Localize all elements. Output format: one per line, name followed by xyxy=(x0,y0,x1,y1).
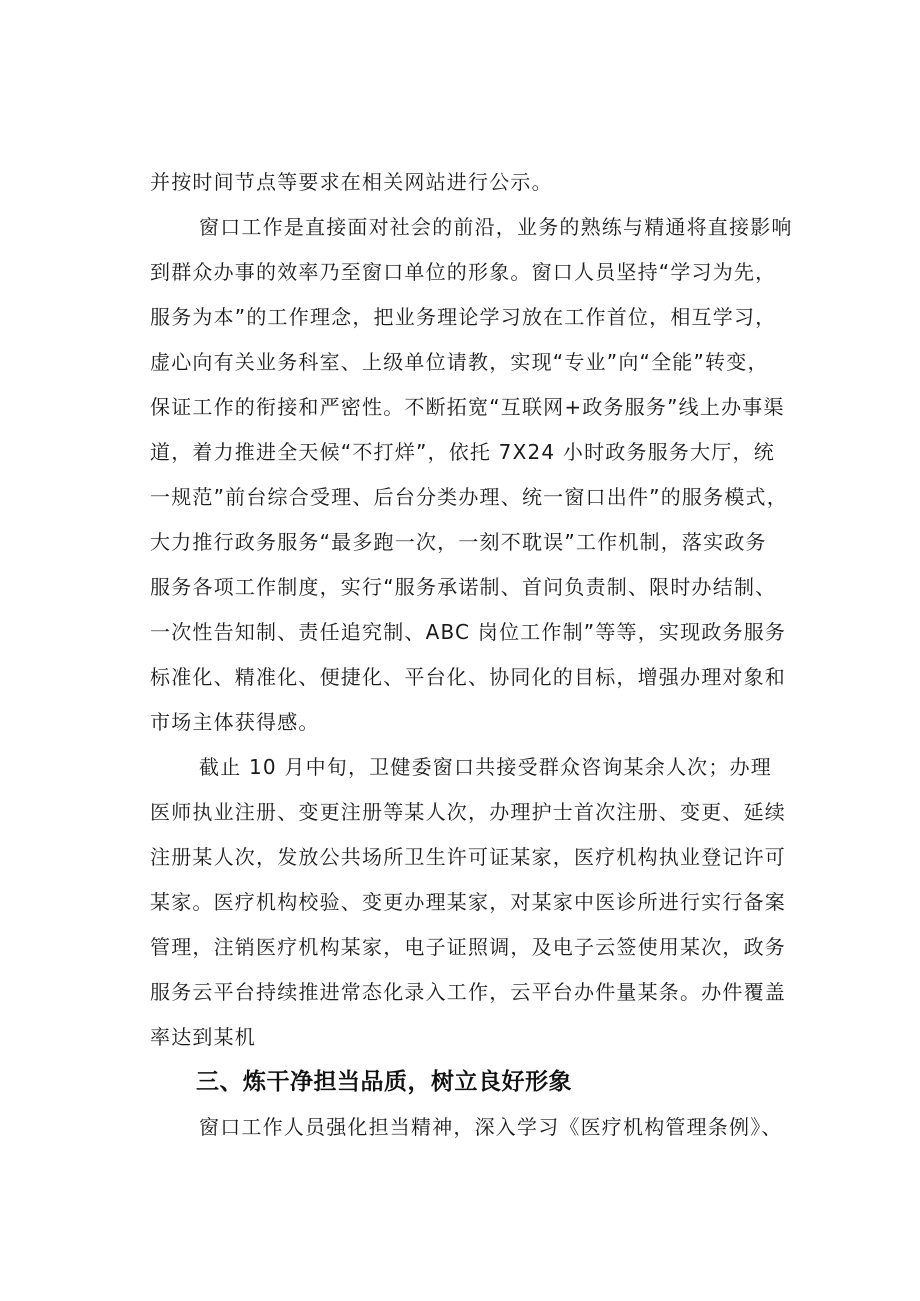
text-line: 虚心向有关业务科室、上级单位请教，实现“专业”向“全能”转变， xyxy=(150,350,769,374)
text-line: 某家。医疗机构校验、变更办理某家，对某家中医诊所进行实行备案 xyxy=(150,890,786,914)
section-heading: 三、炼干净担当品质，树立良好形象 xyxy=(196,1069,572,1095)
text-line: 并按时间节点等要求在相关网站进行公示。 xyxy=(150,170,553,194)
text-line: 市场主体获得感。 xyxy=(150,710,320,734)
text-line: 一规范”前台综合受理、后台分类办理、统一窗口出件”的服务模式， xyxy=(150,485,788,509)
text-line: 服务为本”的工作理念，把业务理论学习放在工作首位，相互学习， xyxy=(150,305,777,329)
text-line: 医师执业注册、变更注册等某人次，办理护士首次注册、变更、延续 xyxy=(150,800,786,824)
text-line: 保证工作的衔接和严密性。不断拓宽“互联网+政务服务”线上办事渠 xyxy=(150,395,785,419)
text-line: 大力推行政务服务“最多跑一次，一刻不耽误”工作机制，落实政务 xyxy=(150,530,767,554)
text-line: 窗口工作人员强化担当精神，深入学习《医疗机构管理条例》、 xyxy=(199,1115,783,1139)
text-line: 管理，注销医疗机构某家，电子证照调，及电子云签使用某次，政务 xyxy=(150,935,786,959)
text-line: 道，着力推进全天候“不打烊”，依托 7X24 小时政务服务大厅，统 xyxy=(150,440,775,464)
text-line: 窗口工作是直接面对社会的前沿，业务的熟练与精通将直接影响 xyxy=(199,215,793,239)
text-line: 一次性告知制、责任追究制、ABC 岗位工作制”等等，实现政务服务 xyxy=(150,620,787,644)
text-line: 率达到某机 xyxy=(150,1025,256,1049)
text-line: 到群众办事的效率乃至窗口单位的形象。窗口人员坚持“学习为先， xyxy=(150,260,777,284)
text-line: 注册某人次，发放公共场所卫生许可证某家，医疗机构执业登记许可 xyxy=(150,845,786,869)
text-line: 截止 10 月中旬，卫健委窗口共接受群众咨询某余人次；办理 xyxy=(199,755,772,779)
text-line: 服务云平台持续推进常态化录入工作，云平台办件量某条。办件覆盖 xyxy=(150,980,786,1004)
text-line: 标准化、精准化、便捷化、平台化、协同化的目标，增强办理对象和 xyxy=(150,665,786,689)
text-line: 服务各项工作制度，实行“服务承诺制、首问负责制、限时办结制、 xyxy=(150,575,777,599)
